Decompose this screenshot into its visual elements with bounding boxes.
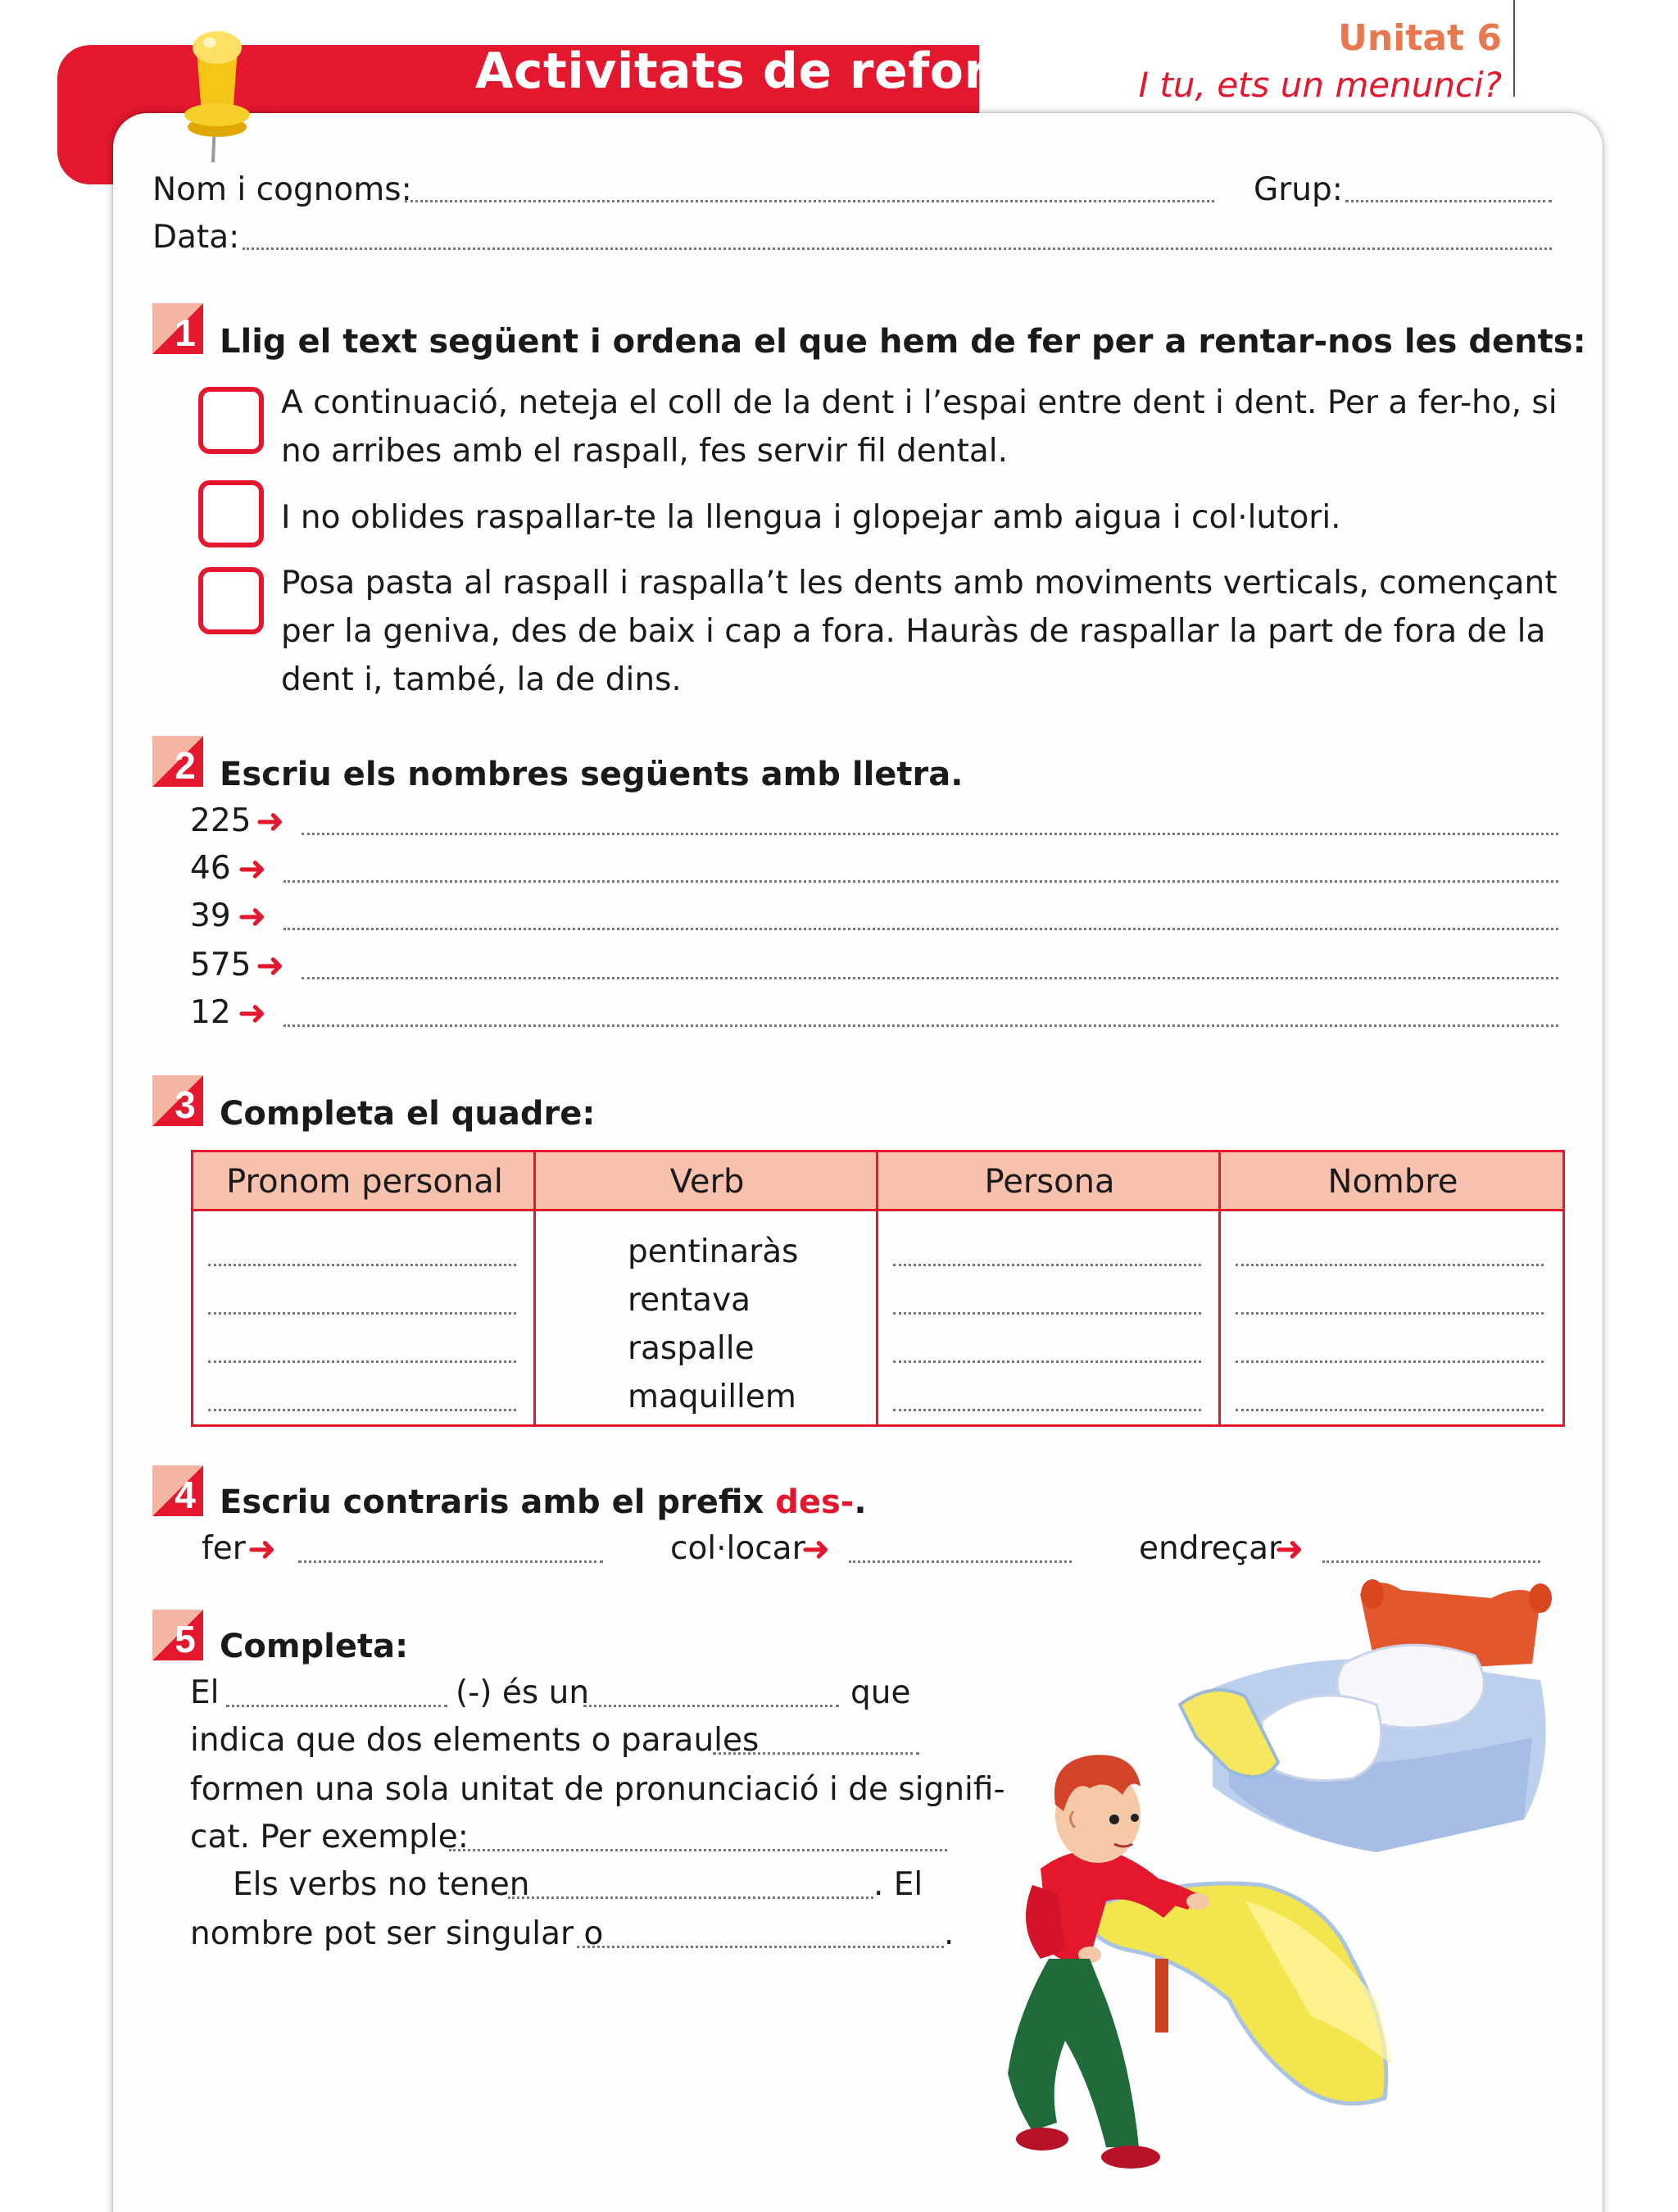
q5-que: que xyxy=(850,1674,911,1711)
table-divider xyxy=(876,1152,878,1424)
number-12: 12 xyxy=(190,994,231,1031)
number-225: 225 xyxy=(190,802,252,839)
answer-line-39[interactable] xyxy=(283,928,1558,930)
nombre-field-1[interactable] xyxy=(1236,1264,1544,1266)
unit-info xyxy=(1139,15,1502,108)
svg-text:1: 1 xyxy=(175,311,196,354)
word-collocar: col·locar xyxy=(670,1530,805,1567)
arrow-icon: ➜ xyxy=(238,992,267,1033)
answer-line-575[interactable] xyxy=(302,977,1558,979)
pronom-field-4[interactable] xyxy=(208,1409,516,1411)
q1-item-2: I no oblides raspallar-te la llengua i glopejar amb aigua i col·lutori. xyxy=(281,499,1341,536)
persona-field-1[interactable] xyxy=(893,1264,1201,1266)
table-divider xyxy=(533,1152,536,1424)
number-39: 39 xyxy=(190,897,231,934)
verb-2: rentava xyxy=(628,1282,751,1319)
answer-line-46[interactable] xyxy=(283,880,1558,883)
question-5-title: Completa: xyxy=(220,1628,409,1665)
question-2-title: Escriu els nombres següents amb lletra. xyxy=(220,756,964,793)
header-pronom: Pronom personal xyxy=(226,1163,503,1201)
q5-el: El xyxy=(190,1674,220,1711)
question-1-title: Llig el text següent i ordena el que hem de fer per a rentar-nos les dents: xyxy=(220,323,1586,361)
arrow-icon: ➜ xyxy=(238,848,267,888)
number-575: 575 xyxy=(190,947,252,983)
number-46: 46 xyxy=(190,850,231,887)
boy-making-bed-illustration xyxy=(967,1574,1557,2196)
svg-text:4: 4 xyxy=(175,1474,196,1516)
name-label: Nom i cognoms: xyxy=(152,171,412,208)
question-badge-1 xyxy=(152,303,203,354)
header-nombre: Nombre xyxy=(1327,1163,1458,1201)
prefix-des: des- xyxy=(775,1483,855,1521)
blank-sign-type[interactable] xyxy=(583,1705,839,1707)
pronom-field-3[interactable] xyxy=(208,1360,516,1363)
word-fer: fer xyxy=(202,1530,246,1567)
arrow-icon: ➜ xyxy=(1275,1528,1304,1569)
svg-text:2: 2 xyxy=(175,744,196,787)
header-verb: Verb xyxy=(669,1163,745,1201)
pronom-field-1[interactable] xyxy=(208,1264,516,1266)
question-3-title: Completa el quadre: xyxy=(220,1095,596,1133)
q5-line-5: Els verbs no tenen xyxy=(233,1866,530,1903)
q5-line-4: cat. Per exemple: xyxy=(190,1819,469,1855)
question-badge-3 xyxy=(152,1075,203,1126)
date-field[interactable] xyxy=(243,248,1552,250)
answer-line-12[interactable] xyxy=(283,1024,1558,1027)
unit-number: Unitat 6 xyxy=(1338,17,1502,59)
unit-subtitle: I tu, ets un menunci? xyxy=(1138,65,1502,105)
group-label: Grup: xyxy=(1254,171,1343,208)
arrow-icon: ➜ xyxy=(801,1528,831,1569)
verb-3: raspalle xyxy=(628,1330,755,1367)
arrow-icon: ➜ xyxy=(247,1528,277,1569)
q5-period: . xyxy=(944,1915,955,1952)
order-box-3[interactable] xyxy=(198,567,264,634)
question-badge-4 xyxy=(152,1465,203,1516)
q5-el-2: . El xyxy=(873,1866,923,1903)
group-field[interactable] xyxy=(1345,200,1552,202)
header-divider xyxy=(1513,0,1515,97)
verb-4: maquillem xyxy=(628,1379,796,1415)
arrow-icon: ➜ xyxy=(256,945,285,985)
answer-fer[interactable] xyxy=(298,1560,603,1563)
pronom-field-2[interactable] xyxy=(208,1312,516,1315)
answer-line-225[interactable] xyxy=(302,833,1558,835)
svg-text:3: 3 xyxy=(175,1083,196,1126)
q5-line-6: nombre pot ser singular o xyxy=(190,1915,604,1952)
persona-field-2[interactable] xyxy=(893,1312,1201,1315)
blank-plural[interactable] xyxy=(577,1946,944,1948)
blank-verbs[interactable] xyxy=(508,1896,873,1899)
order-box-2[interactable] xyxy=(198,480,264,547)
answer-collocar[interactable] xyxy=(849,1560,1072,1563)
nombre-field-3[interactable] xyxy=(1236,1360,1544,1363)
question-badge-5 xyxy=(152,1610,203,1660)
verb-1: pentinaràs xyxy=(628,1233,799,1270)
q1-item-1: A continuació, neteja el coll de la dent i l’espai entre dent i dent. Per a fer-ho, si no arribes amb el raspall, fes servir fil dental. xyxy=(281,384,1558,470)
q1-item-3: Posa pasta al raspall i raspalla’t les dents amb moviments verticals, començant per la geniva, des de baix i cap a fora. Hauràs de raspallar la part de fora de la dent i, també, la de dins. xyxy=(281,565,1558,698)
header-persona: Persona xyxy=(984,1163,1115,1201)
date-label: Data: xyxy=(152,219,240,256)
conjugation-table xyxy=(191,1150,1565,1427)
q5-es-un: (-) és un xyxy=(456,1674,590,1711)
blank-hyphen-name[interactable] xyxy=(226,1705,447,1707)
pushpin-icon xyxy=(172,25,262,164)
blank-example[interactable] xyxy=(449,1849,947,1851)
nombre-field-4[interactable] xyxy=(1236,1409,1544,1411)
page-title: Activitats de reforç xyxy=(475,43,1018,100)
table-divider xyxy=(1218,1152,1221,1424)
persona-field-4[interactable] xyxy=(893,1409,1201,1411)
persona-field-3[interactable] xyxy=(893,1360,1201,1363)
order-box-1[interactable] xyxy=(198,387,264,454)
nombre-field-2[interactable] xyxy=(1236,1312,1544,1315)
name-field[interactable] xyxy=(405,200,1214,202)
arrow-icon: ➜ xyxy=(256,801,285,841)
arrow-icon: ➜ xyxy=(238,896,267,936)
svg-text:5: 5 xyxy=(175,1618,196,1660)
question-4-title: Escriu contraris amb el prefix des-. xyxy=(220,1483,867,1521)
q5-line-3: formen una sola unitat de pronunciació i de signifi- xyxy=(190,1771,1005,1808)
word-endrecar: endreçar xyxy=(1139,1530,1282,1567)
question-badge-2 xyxy=(152,736,203,787)
answer-endrecar[interactable] xyxy=(1322,1560,1540,1563)
q5-line-2: indica que dos elements o paraules xyxy=(190,1722,760,1759)
blank-elements[interactable] xyxy=(713,1752,919,1755)
